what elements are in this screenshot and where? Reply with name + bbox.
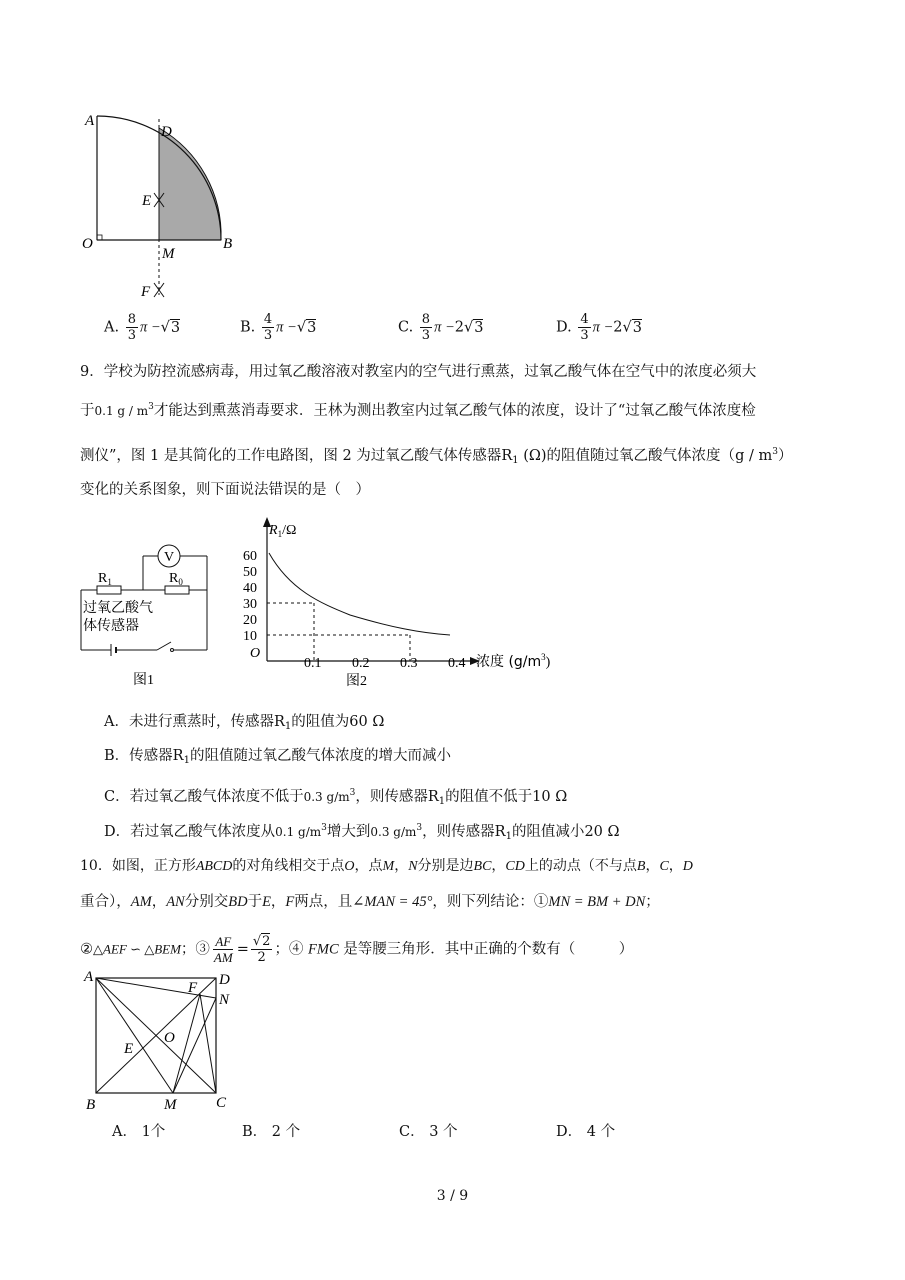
y-tick-label: 20 [243,613,257,628]
q9-line-4: 变化的关系图象，则下面说法错误的是（ ） [80,482,370,498]
q9-option-c[interactable]: C．若过氧乙酸气体浓度不低于0.3 $g/m^3$，则传感器$R_1$的阻值不低于10 Ω [104,788,568,807]
switch [157,642,171,650]
label-e: E [124,1041,134,1057]
page-number: 3 / 9 [436,1188,469,1204]
figure-1-caption: 图1 [133,673,154,688]
q9-line-2: 于0.1 g / $m^3$才能达到熏蒸消毒要求．王林为测出教室内过氧乙酸气体的浓度，设计了“过氧乙酸气体浓度检 [80,402,756,419]
label-m: M [162,246,175,262]
resistor-r1 [97,586,121,594]
switch-contact [171,649,174,652]
y-tick-label: 50 [243,565,257,580]
label-d: D [161,124,172,140]
resistor-r0 [165,586,189,594]
x-tick-label: 0.2 [352,656,370,671]
circuit-figure [75,540,215,690]
label-b: B [86,1097,96,1113]
y-tick-label: 40 [243,581,257,596]
unit: 0.1 g / m [94,404,149,418]
fraction: $\frac{4}{3}$ [580,312,589,343]
label-r0: $R_0$ [169,571,183,587]
q8-option-c[interactable]: C. $\frac{8}{3}$ π −2√3 [398,312,484,343]
segment-mn [173,998,216,1093]
q9-option-a[interactable]: A．未进行熏蒸时，传感器$R_1$的阻值为60 Ω [104,714,385,732]
q10-line-3: ②△AEF ∽ △BEM；③ $\frac{AF}{AM}$ = $\frac{√2}{2}$ ；④ FMC 是等腰三角形．其中正确的个数有（ ） [80,934,634,965]
segment-am [96,978,173,1093]
q8-option-d[interactable]: D. $\frac{4}{3}$ π −2√3 [556,312,643,343]
x-tick-label: 0.3 [400,656,418,671]
label-o: O [164,1030,175,1046]
resistance-curve [269,553,450,635]
y-tick-label: 60 [243,549,257,564]
q10-option-d[interactable]: D． 4 个 [556,1124,616,1140]
q8-option-b[interactable]: B. $\frac{4}{3}$ π −√3 [240,312,317,343]
x-tick-labels [304,656,466,671]
y-axis-label: $R_1/\Omega$ [269,523,297,539]
figure-2-caption: 图2 [346,674,367,689]
fraction: $\frac{√2}{2}$ [252,934,271,965]
origin-label: O [250,646,261,661]
y-tick-label: 10 [243,629,257,644]
y-tick-label: 30 [243,597,257,612]
graph-figure [240,515,570,690]
x-tick-label: 0.1 [304,656,322,671]
y-tick-labels [243,549,257,644]
sensor-label: 体传感器 [83,619,139,634]
q9-option-b[interactable]: B．传感器$R_1$的阻值随过氧乙酸气体浓度的增大而减小 [104,748,451,766]
voltmeter-label: V [164,550,175,565]
x-tick-label: 0.4 [448,656,466,671]
right-angle-mark [97,235,102,240]
label-f: F [141,284,151,300]
q8-options [104,312,804,348]
q10-option-a[interactable]: A． 1个 [112,1124,166,1140]
label-r1: $R_1$ [98,571,112,587]
q10-option-b[interactable]: B． 2 个 [242,1124,301,1140]
q10-figure [78,965,248,1115]
label-o: O [82,236,93,252]
label-d: D [219,972,230,988]
label-b: B [223,236,233,252]
label-a: A [85,113,95,129]
label-n: N [219,992,230,1008]
q10-line-2: 重合），AM，AN分别交BD于E，F两点，且∠MAN = 45°，则下列结论：①MN = BM + DN； [80,894,660,910]
x-axis-label: 浓度 $(g/m^3)$ [476,652,551,670]
q10-line-1: 10．如图，正方形ABCD的对角线相交于点O，点M，N分别是边BC，CD上的动点（不与点B，C，D [80,858,693,874]
label-c: C [216,1095,227,1111]
sensor-label: 过氧乙酸气 [83,601,153,616]
q9-line-3: 测仪”，图 1 是其简化的工作电路图，图 2 为过氧乙酸气体传感器$R_1$ (Ω)的阻值随过氧乙酸气体浓度$(g / m^3)$ [80,447,793,466]
label-f: F [188,980,198,996]
fraction: $\frac{8}{3}$ [127,312,136,343]
fraction: $\frac{4}{3}$ [263,312,273,343]
fraction: $\frac{AF}{AM}$ [213,934,233,965]
shaded-region [159,128,221,240]
segment-fc [200,994,216,1093]
q8-figure [75,105,255,305]
q9-option-d[interactable]: D．若过氧乙酸气体浓度从0.1 $g/m^3$增大到0.3 $g/m^3$，则传感器$R_1$的阻值减小20 Ω [104,823,620,842]
q8-option-a[interactable]: A. $\frac{8}{3}$ π −√3 [104,312,181,343]
label-m: M [164,1097,177,1113]
label-a: A [84,969,94,985]
q10-option-c[interactable]: C． 3 个 [399,1124,458,1140]
label-e: E [142,193,152,209]
fraction: $\frac{8}{3}$ [421,312,431,343]
q9-line-1: 9．学校为防控流感病毒，用过氧乙酸溶液对教室内的空气进行熏蒸，过氧乙酸气体在空气中的浓度必须大 [80,364,757,380]
